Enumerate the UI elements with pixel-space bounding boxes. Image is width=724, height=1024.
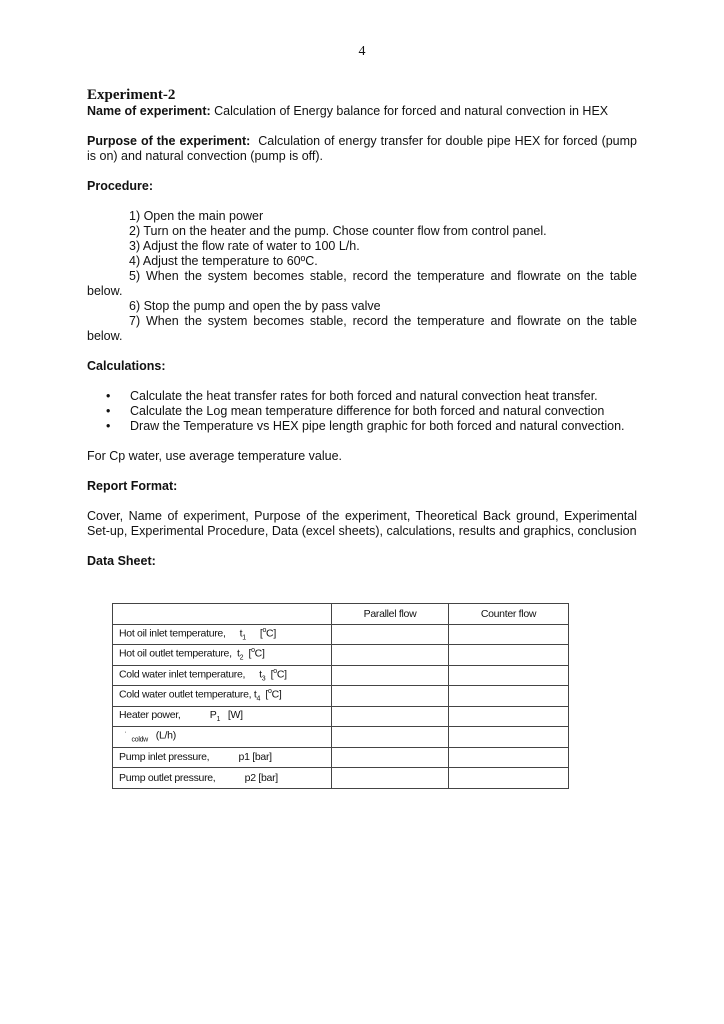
counter-flow-cell[interactable] xyxy=(449,747,569,768)
bullet-icon: • xyxy=(106,389,111,403)
row-label: Cold water inlet temperature, $t_3$ [$^o$C] xyxy=(113,665,332,686)
cp-note: For Cp water, use average temperature value. xyxy=(87,449,342,463)
table-row xyxy=(113,665,569,686)
table-header-cell: Parallel flow xyxy=(332,604,449,625)
purpose-label: Purpose of the experiment: xyxy=(87,134,251,148)
procedure-step: 1) Open the main power xyxy=(129,209,264,223)
table-row xyxy=(113,624,569,645)
row-label: Hot oil inlet temperature, $t_1$ [$^o$C] xyxy=(113,624,332,645)
bullet-icon: • xyxy=(106,419,111,433)
list-item: • Draw the Temperature vs HEX pipe length graphic for both forced and natural convection. xyxy=(106,419,625,433)
procedure-step: 3) Adjust the flow rate of water to 100 L/h. xyxy=(129,239,360,253)
table-row xyxy=(113,727,569,748)
counter-flow-cell[interactable] xyxy=(449,706,569,727)
row-label: Cold water outlet temperature, $t_4$ [$^o$C] xyxy=(113,686,332,707)
procedure-step-continued: below. xyxy=(87,284,123,298)
table-row xyxy=(113,747,569,768)
procedure-step-continued: below. xyxy=(87,329,123,343)
counter-flow-cell[interactable] xyxy=(449,665,569,686)
parallel-flow-cell[interactable] xyxy=(332,686,449,707)
table-row xyxy=(113,645,569,666)
table-header-row xyxy=(113,604,569,625)
table-row xyxy=(113,706,569,727)
row-label: Hot oil outlet temperature, $t_2$ [$^o$C] xyxy=(113,645,332,666)
counter-flow-cell[interactable] xyxy=(449,645,569,666)
procedure-step: 5) When the system becomes stable, record the temperature and flowrate on the table xyxy=(129,269,637,283)
page-number: 4 xyxy=(358,44,366,59)
parallel-flow-cell[interactable] xyxy=(332,665,449,686)
purpose-paragraph xyxy=(87,134,637,164)
procedure-step: 2) Turn on the heater and the pump. Chose counter flow from control panel. xyxy=(129,224,547,238)
parallel-flow-cell[interactable] xyxy=(332,624,449,645)
table-header-cell xyxy=(113,604,332,625)
row-label: · $_{coldw}$ (L/h) xyxy=(113,727,332,748)
purpose-text: Calculation of energy transfer for double pipe HEX for forced (pump is on) and natural convection (pump is off). xyxy=(87,134,638,163)
parallel-flow-cell[interactable] xyxy=(332,645,449,666)
procedure-step: 4) Adjust the temperature to 60ºC. xyxy=(129,254,318,268)
name-label: Name of experiment: xyxy=(87,104,211,118)
list-item: • Calculate the heat transfer rates for both forced and natural convection heat transfer. xyxy=(106,389,598,403)
bullet-icon: • xyxy=(106,404,111,418)
procedure-step: 7) When the system becomes stable, record the temperature and flowrate on the table xyxy=(129,314,637,328)
parallel-flow-cell[interactable] xyxy=(332,747,449,768)
counter-flow-cell[interactable] xyxy=(449,768,569,789)
calculations-list xyxy=(87,389,637,434)
parallel-flow-cell[interactable] xyxy=(332,706,449,727)
table-row xyxy=(113,768,569,789)
datasheet-heading: Data Sheet: xyxy=(87,554,156,568)
table-header-cell: Counter flow xyxy=(449,604,569,625)
row-label: Pump inlet pressure, p1 [bar] xyxy=(113,747,332,768)
parallel-flow-cell[interactable] xyxy=(332,727,449,748)
counter-flow-cell[interactable] xyxy=(449,686,569,707)
table-row xyxy=(113,686,569,707)
list-item: • Calculate the Log mean temperature difference for both forced and natural convection xyxy=(106,404,605,418)
report-heading: Report Format: xyxy=(87,479,178,493)
parallel-flow-cell[interactable] xyxy=(332,768,449,789)
row-label: Pump outlet pressure, p2 [bar] xyxy=(113,768,332,789)
calculations-heading: Calculations: xyxy=(87,359,166,373)
report-text: Cover, Name of experiment, Purpose of the experiment, Theoretical Back ground, Experimental Set-up, Experimental Procedure, Data (excel sheets), calculations, results and graphics, conclusion xyxy=(87,509,637,538)
data-sheet-table xyxy=(112,603,569,789)
counter-flow-cell[interactable] xyxy=(449,624,569,645)
row-label: Heater power, $P_1$ [W] xyxy=(113,706,332,727)
experiment-name xyxy=(87,104,637,119)
counter-flow-cell[interactable] xyxy=(449,727,569,748)
document-body xyxy=(87,86,637,569)
name-text: Calculation of Energy balance for forced and natural convection in HEX xyxy=(214,104,609,118)
experiment-title: Experiment-2 xyxy=(87,87,176,103)
procedure-step: 6) Stop the pump and open the by pass valve xyxy=(129,299,381,313)
procedure-heading: Procedure: xyxy=(87,179,153,193)
